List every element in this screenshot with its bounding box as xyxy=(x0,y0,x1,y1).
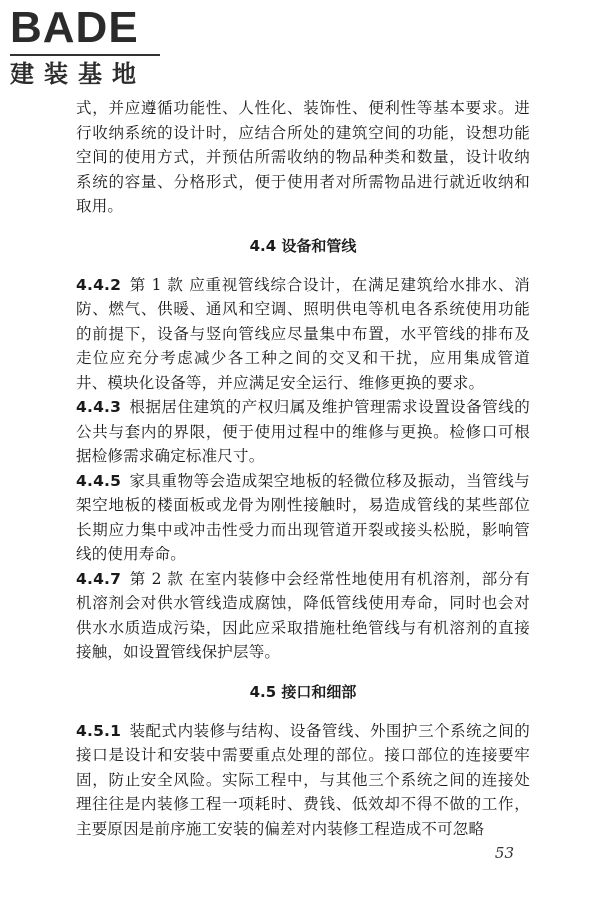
clause-text: 家具重物等会造成架空地板的轻微位移及振动，当管线与架空地板的楼面板或龙骨为刚性接触时，易造成管线的某些部位长期应力集中或冲击性受力而出现管道开裂或接头松脱，影响管线的使用寿命。 xyxy=(76,471,530,563)
logo-divider xyxy=(10,54,160,56)
clause-number: 4.4.5 xyxy=(76,471,122,490)
page-body xyxy=(76,96,530,841)
clause-number: 4.4.3 xyxy=(76,398,122,416)
section-heading-4-4: 4.4 设备和管线 xyxy=(249,236,357,255)
clause-4-4-7 xyxy=(76,567,530,665)
clause-4-4-5 xyxy=(76,469,530,567)
intro-paragraph: 式，并应遵循功能性、人性化、装饰性、便利性等基本要求。进行收纳系统的设计时，应结合所处的建筑空间的功能，设想功能空间的使用方式，并预估所需收纳的物品种类和数量，设计收纳系统的容量、分格形式，便于使用者对所需物品进行就近收纳和取用。 xyxy=(76,99,530,215)
publisher-logo xyxy=(10,4,180,90)
clause-number: 4.5.1 xyxy=(76,721,122,740)
clause-text: 根据居住建筑的产权归属及维护管理需求设置设备管线的公共与套内的界限，便于使用过程中的维修与更换。检修口可根据检修需求确定标准尺寸。 xyxy=(76,398,530,465)
clause-text: 装配式内装修与结构、设备管线、外围护三个系统之间的接口是设计和安装中需要重点处理的部位。接口部位的连接要牢固，防止安全风险。实际工程中，与其他三个系统之间的连接处理往往是内装修工程一项耗时、费钱、低效却不得不做的工作，主要原因是前序施工安装的偏差对内装修工程造成不可忽略 xyxy=(76,721,530,838)
section-heading-4-5: 4.5 接口和细部 xyxy=(249,682,357,701)
logo-wordmark: BADE xyxy=(10,3,139,52)
clause-number: 4.4.2 xyxy=(76,275,122,294)
clause-4-4-3 xyxy=(76,395,530,469)
page-number: 53 xyxy=(494,844,514,862)
clause-number: 4.4.7 xyxy=(76,569,122,588)
logo-chinese-name: 建装基地 xyxy=(10,60,146,88)
clause-4-4-2 xyxy=(76,273,530,396)
clause-text: 第 1 款 应重视管线综合设计，在满足建筑给水排水、消防、燃气、供暖、通风和空调、照明供电等机电各系统使用功能的前提下，设备与竖向管线应尽量集中布置，水平管线的排布及走位应充分考虑减少各工种之间的交叉和干扰，应用集成管道井、模块化设备等，并应满足安全运行、维修更换的要求。 xyxy=(76,275,530,392)
clause-4-5-1 xyxy=(76,719,530,842)
clause-text: 第 2 款 在室内装修中会经常性地使用有机溶剂，部分有机溶剂会对供水管线造成腐蚀，降低管线使用寿命，同时也会对供水水质造成污染，因此应采取措施杜绝管线与有机溶剂的直接接触，如设置管线保护层等。 xyxy=(76,569,530,661)
